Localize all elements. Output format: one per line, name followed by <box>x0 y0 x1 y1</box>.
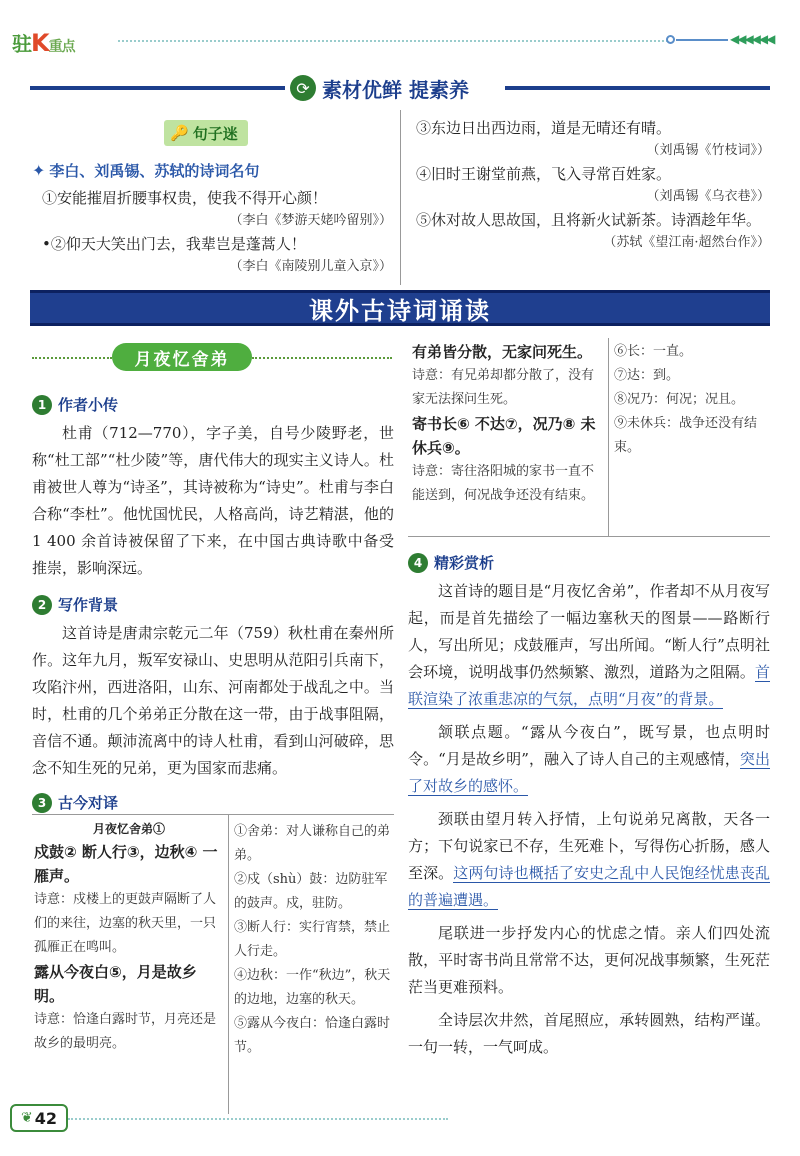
paragraph-text: 这首诗的题目是“月夜忆舍弟”，作者却不从月夜写起，而是首先描绘了一幅边塞秋天的图景——路断行人，写出所见；戍鼓雁声，写出所闻。“断人行”点明社会环境，说明战事仍然频繁、激烈，道路为之阻隔。 <box>408 582 770 681</box>
poets-heading-text: 李白、刘禹锡、苏轼的诗词名句 <box>49 162 260 180</box>
leaf-icon: ✦ <box>32 161 46 180</box>
translation-poem-left <box>34 818 224 1056</box>
background-paragraph: 这首诗是唐肃宗乾元二年（759）秋杜甫在秦州所作。这年九月，叛军安禄山、史思明从范阳引兵南下，攻陷汴州，西进洛阳，山东、河南都处于战乱之中。当时，杜甫的几个弟弟正分散在这一带，由于战事阻隔，音信不通。颠沛流离中的诗人杜甫，看到山河破碎，思念不知生死的兄弟，更为国家而悲痛。 <box>32 624 394 777</box>
note-item: ⑤露从今夜白：恰逢白露时节。 <box>234 1016 391 1055</box>
quote-source: （苏轼《望江南·超然台作》） <box>603 235 770 250</box>
appreciation-paragraph: 尾联进一步抒发内心的忧虑之情。亲人们四处流散，平时寄书尚且常常不达，更何况战事频繁，生死茫茫当更难预料。 <box>408 924 770 996</box>
section-number-badge: 4 <box>408 553 428 573</box>
underlined-key-sentence: 突出了对故乡的感怀。 <box>408 750 770 795</box>
logo-k: K <box>31 29 49 57</box>
underlined-key-sentence: 首联渲染了浓重悲凉的气氛，点明“月夜”的背景。 <box>408 663 770 708</box>
poem-line-meaning: 诗意：有兄弟却都分散了，没有家无法探问生死。 <box>412 368 595 407</box>
background-heading-text: 写作背景 <box>58 596 119 614</box>
paragraph-text: 颈联由望月转入抒情，上句说弟兄离散，天各一方；下句说家已不存，生死难卜，写得伤心折肠，感人至深。 <box>408 810 770 882</box>
footer-dotted-line <box>68 1118 448 1120</box>
quotes-right <box>416 116 770 254</box>
page-number: 42 <box>34 1108 57 1128</box>
quote-text: ③东边日出西边雨，道是无晴还有晴。 <box>416 119 672 137</box>
appreciation-heading <box>408 552 494 573</box>
logo-rest: 重点 <box>48 39 75 55</box>
section-number-badge: 1 <box>32 395 52 415</box>
poem-line: 寄书长⑥ 不达⑦，况乃⑧ 未休兵⑨。 <box>412 415 596 457</box>
poem-line: 露从今夜白⑤，月是故乡明。 <box>34 963 197 1005</box>
banner-rule-left <box>30 86 285 90</box>
translation-notes-left <box>234 820 392 1060</box>
poem-line: 戍鼓② 断人行③，边秋④ 一雁声。 <box>34 843 218 885</box>
quote-source: （刘禹锡《竹枝词》） <box>646 143 770 158</box>
poem-line-meaning: 诗意：寄往洛阳城的家书一直不能送到，何况战争还没有结束。 <box>412 464 595 503</box>
poem-title: 月夜忆舍弟 <box>134 349 230 370</box>
note-item: ⑥长：一直。 <box>614 344 693 359</box>
brand-logo <box>12 28 75 57</box>
quote-source: （刘禹锡《乌衣巷》） <box>646 189 770 204</box>
leaf-icon: ❦ <box>21 1110 33 1126</box>
translation-notes-right <box>614 340 770 460</box>
note-item: ①舍弟：对人谦称自己的弟弟。 <box>234 824 391 863</box>
page-number-badge <box>10 1104 68 1132</box>
background-heading <box>32 594 118 615</box>
note-item: ④边秋：一作“秋边”，秋天的边地，边塞的秋天。 <box>234 968 391 1007</box>
poem-line-meaning: 诗意：恰逢白露时节，月亮还是故乡的最明亮。 <box>34 1012 217 1051</box>
appreciation-paragraph: 全诗层次井然，首尾照应，承转圆熟，结构严谨。一句一转，一气呵成。 <box>408 1011 770 1056</box>
appreciation-paragraph <box>408 806 770 914</box>
note-item: ②戍（shù）鼓：边防驻军的鼓声。戍，驻防。 <box>234 872 388 911</box>
material-banner <box>290 72 504 104</box>
quote-source: （李白《南陵别儿童入京》） <box>229 259 392 274</box>
header-circle <box>666 35 675 44</box>
logo-text: 驻 <box>12 32 31 56</box>
poets-heading <box>32 160 259 181</box>
appreciation-paragraph <box>408 719 770 800</box>
section-number-badge: 3 <box>32 793 52 813</box>
note-item: ⑨未休兵：战争还没有结束。 <box>614 416 758 455</box>
quote-text: •②仰天大笑出门去，我辈岂是蓬蒿人！ <box>42 235 306 253</box>
translation-divider <box>228 814 229 1114</box>
column-divider <box>400 110 401 285</box>
author-paragraph: 杜甫（712—770），字子美，自号少陵野老，世称“杜工部”“杜少陵”等，唐代伟大的现实主义诗人。杜甫被世人尊为“诗圣”，其诗被称为“诗史”。杜甫与李白合称“李杜”。他忧国忧民，人格高尚，诗艺精湛，他的 1 400 余首诗被保留了下来，在中国古典诗歌中备受推崇，影响深远。 <box>32 424 394 577</box>
quote-text: ⑤休对故人思故国，且将新火试新茶。诗酒趁年华。 <box>416 211 762 229</box>
quote-text: ①安能摧眉折腰事权贵，使我不得开心颜！ <box>42 189 328 207</box>
header-line <box>676 39 728 41</box>
poem-line: 有弟皆分散，无家问死生。 <box>412 343 593 361</box>
note-item: ⑧况乃：何况；况且。 <box>614 392 745 407</box>
refresh-icon: ⟳ <box>290 75 316 101</box>
header-dotted-line <box>118 40 668 42</box>
right-table-bottom <box>408 536 770 537</box>
appreciation-paragraph <box>408 578 770 713</box>
quote-text: ④旧时王谢堂前燕，飞入寻常百姓家。 <box>416 165 672 183</box>
author-heading-text: 作者小传 <box>58 396 119 414</box>
section-title: 课外古诗词诵读 <box>309 296 491 325</box>
author-heading <box>32 394 118 415</box>
sentence-tag-label: 句子迷 <box>192 124 238 143</box>
poem-title-rule-left <box>32 357 112 359</box>
translation-heading-text: 古今对译 <box>58 794 119 812</box>
underlined-key-sentence: 这两句诗也概括了安史之乱中人民饱经忧患丧乱的普遍遭遇。 <box>408 864 770 909</box>
sentence-tag <box>164 120 248 146</box>
appreciation-heading-text: 精彩赏析 <box>434 554 495 572</box>
quote-source: （李白《梦游天姥吟留别》） <box>229 213 392 228</box>
poem-title-rule-right <box>252 357 392 359</box>
translation-poem-right <box>412 340 604 508</box>
quotes-left <box>42 186 392 278</box>
translation-heading <box>32 792 118 813</box>
poem-title-badge <box>112 343 252 371</box>
appreciation-body <box>408 578 770 1061</box>
translation-poem-label: 月夜忆舍弟① <box>92 822 165 836</box>
paragraph-text: 颔联点题。“露从今夜白”，既写景，也点明时令。“月是故乡明”，融入了诗人自己的主观感情， <box>408 723 770 768</box>
key-icon: 🔑 <box>170 124 189 142</box>
note-item: ⑦达：到。 <box>614 368 680 383</box>
arrows-icon: ◀◀◀◀◀◀ <box>730 32 774 46</box>
banner-rule-right <box>505 86 770 90</box>
right-table-divider <box>608 338 609 536</box>
poem-line-meaning: 诗意：戍楼上的更鼓声隔断了人们的来往，边塞的秋天里，一只孤雁正在鸣叫。 <box>34 892 217 955</box>
banner-title: 素材优鲜 提素养 <box>322 77 469 102</box>
note-item: ③断人行：实行宵禁，禁止人行走。 <box>234 920 391 959</box>
section-title-bar <box>30 290 770 326</box>
section-number-badge: 2 <box>32 595 52 615</box>
